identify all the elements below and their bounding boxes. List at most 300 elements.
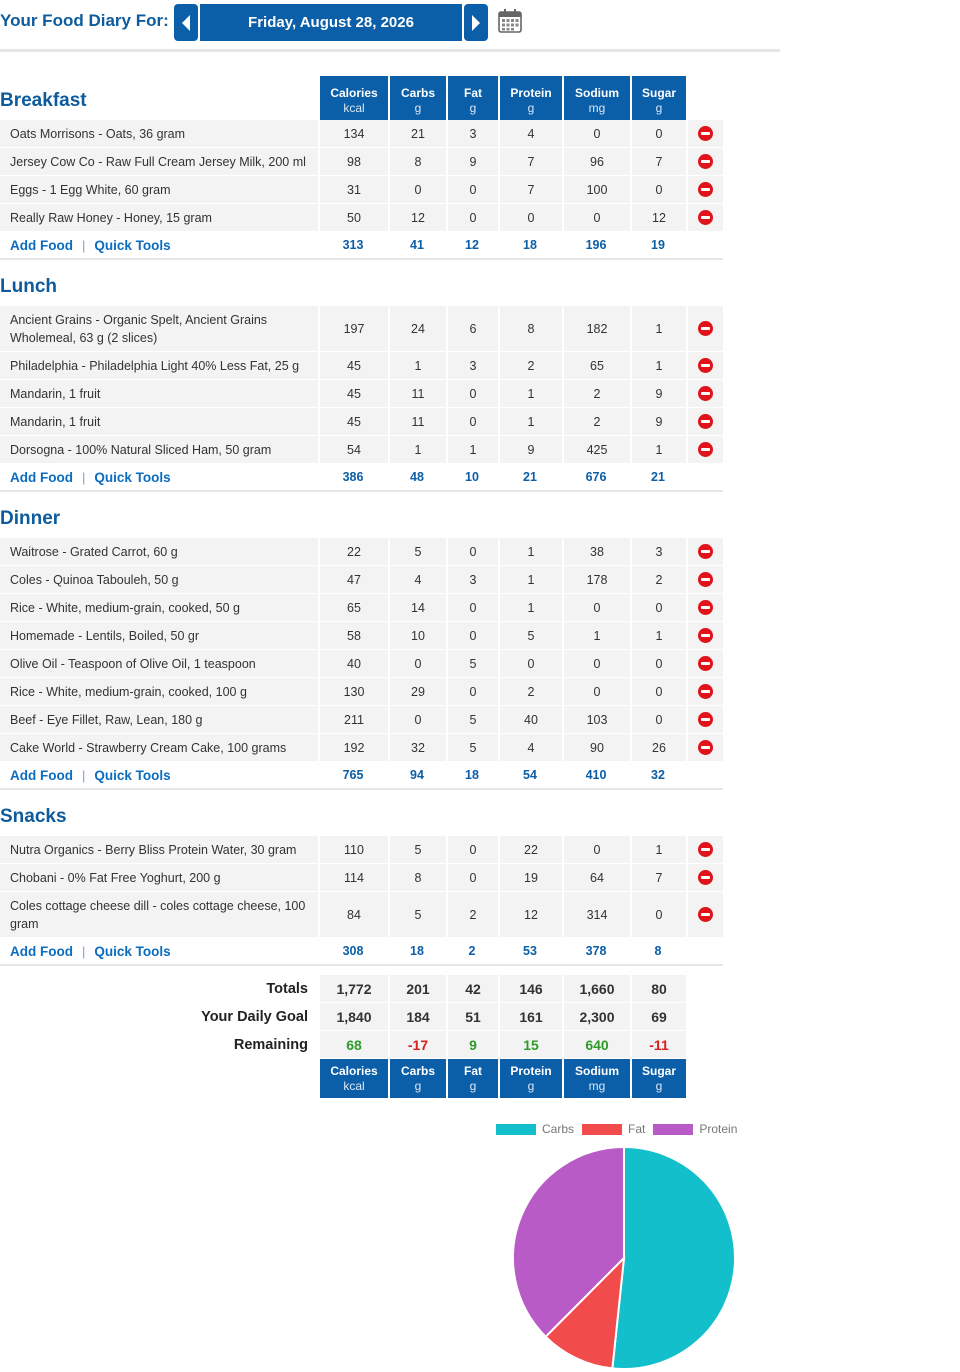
food-sodium-value: 100	[562, 176, 630, 204]
meal-total-carbs: 94	[388, 762, 446, 790]
page-title: Your Food Diary For:	[0, 11, 169, 30]
delete-cell	[686, 148, 723, 176]
food-fat-value: 3	[446, 120, 498, 148]
food-sugar-value: 9	[630, 408, 686, 436]
meal-total-carbs: 48	[388, 464, 446, 492]
food-sugar-value: 26	[630, 734, 686, 762]
summary-goal-protein: 161	[498, 1003, 562, 1031]
meal-total-row	[0, 762, 723, 790]
meal-total-calories: 308	[318, 938, 388, 966]
food-calories-value: 110	[318, 836, 388, 864]
quick-tools-link[interactable]: Quick Tools	[94, 469, 171, 485]
delete-icon[interactable]	[698, 656, 713, 671]
meal-title: Dinner	[0, 508, 61, 529]
pie-slice-carbs[interactable]	[612, 1147, 735, 1369]
food-name[interactable]: Ancient Grains - Organic Spelt, Ancient Grains Wholemeal, 63 g (2 slices)	[0, 306, 318, 352]
meal-total-sugar: 21	[630, 464, 686, 492]
food-name[interactable]: Jersey Cow Co - Raw Full Cream Jersey Milk, 200 ml	[0, 148, 318, 176]
food-name[interactable]: Coles - Quinoa Tabouleh, 50 g	[0, 566, 318, 594]
footer-header-fat	[446, 1059, 498, 1098]
food-protein-value: 5	[498, 622, 562, 650]
food-carbs-value: 5	[388, 836, 446, 864]
food-calories-value: 192	[318, 734, 388, 762]
quick-tools-link[interactable]: Quick Tools	[94, 767, 171, 783]
summary-remaining-calories: 68	[318, 1031, 388, 1059]
delete-icon[interactable]	[698, 442, 713, 457]
food-entry-row[interactable]	[0, 864, 723, 892]
delete-icon[interactable]	[698, 740, 713, 755]
daily-summary	[0, 975, 723, 1098]
food-carbs-value: 0	[388, 650, 446, 678]
food-name[interactable]: Coles cottage cheese dill - coles cottage cheese, 100 gram	[0, 892, 318, 938]
delete-icon[interactable]	[698, 210, 713, 225]
delete-cell	[686, 120, 723, 148]
summary-goal-sugar: 69	[630, 1003, 686, 1031]
food-calories-value: 84	[318, 892, 388, 938]
column-header-protein	[498, 76, 562, 120]
delete-cell	[686, 706, 723, 734]
header-spacer	[446, 790, 498, 836]
food-entry-row[interactable]	[0, 120, 723, 148]
column-unit: g	[527, 101, 535, 115]
food-fat-value: 0	[446, 380, 498, 408]
meal-title: Snacks	[0, 806, 67, 827]
footer-spacer	[0, 1059, 318, 1098]
quick-tools-link[interactable]: Quick Tools	[94, 943, 171, 959]
total-spacer	[686, 464, 723, 492]
food-calories-value: 22	[318, 538, 388, 566]
food-fat-value: 5	[446, 706, 498, 734]
meal-total-sodium: 378	[562, 938, 630, 966]
food-carbs-value: 8	[388, 148, 446, 176]
food-carbs-value: 11	[388, 380, 446, 408]
diary-header	[0, 0, 780, 52]
column-label: Fat	[464, 1064, 482, 1078]
add-food-link[interactable]: Add Food	[10, 943, 73, 959]
column-label: Fat	[464, 86, 482, 100]
food-entry-row[interactable]	[0, 678, 723, 706]
food-fat-value: 0	[446, 836, 498, 864]
summary-row-totals	[0, 975, 723, 1003]
food-fat-value: 5	[446, 650, 498, 678]
add-food-link[interactable]: Add Food	[10, 237, 73, 253]
food-fat-value: 0	[446, 538, 498, 566]
header-spacer	[562, 492, 630, 538]
delete-cell	[686, 594, 723, 622]
delete-cell	[686, 864, 723, 892]
summary-goal-fat: 51	[446, 1003, 498, 1031]
food-sodium-value: 425	[562, 436, 630, 464]
food-sodium-value: 0	[562, 594, 630, 622]
delete-cell	[686, 678, 723, 706]
header-spacer	[562, 260, 630, 306]
food-entry-row[interactable]	[0, 734, 723, 762]
summary-totals-sodium: 1,660	[562, 975, 630, 1003]
food-sugar-value: 0	[630, 706, 686, 734]
food-fat-value: 5	[446, 734, 498, 762]
summary-goal-sodium: 2,300	[562, 1003, 630, 1031]
delete-icon[interactable]	[698, 358, 713, 373]
food-calories-value: 58	[318, 622, 388, 650]
food-sodium-value: 64	[562, 864, 630, 892]
food-fat-value: 6	[446, 306, 498, 352]
food-entry-row[interactable]	[0, 148, 723, 176]
column-unit: g	[655, 1079, 663, 1093]
food-sodium-value: 0	[562, 120, 630, 148]
link-separator: |	[81, 943, 86, 959]
delete-icon[interactable]	[698, 600, 713, 615]
food-protein-value: 1	[498, 566, 562, 594]
meal-total-sugar: 19	[630, 232, 686, 260]
food-name[interactable]: Really Raw Honey - Honey, 15 gram	[0, 204, 318, 232]
meal-total-calories: 313	[318, 232, 388, 260]
delete-cell	[686, 734, 723, 762]
food-diary	[0, 76, 723, 966]
food-entry-row[interactable]	[0, 594, 723, 622]
food-calories-value: 134	[318, 120, 388, 148]
column-header-sodium	[562, 76, 630, 120]
food-calories-value: 197	[318, 306, 388, 352]
food-protein-value: 0	[498, 204, 562, 232]
food-entry-row[interactable]	[0, 836, 723, 864]
calendar-icon[interactable]	[497, 8, 523, 34]
header-spacer	[318, 492, 388, 538]
summary-label: Remaining	[233, 1037, 308, 1053]
footer-header-carbs	[388, 1059, 446, 1098]
chevron-left-icon[interactable]	[174, 4, 198, 41]
food-sugar-value: 12	[630, 204, 686, 232]
food-sodium-value: 2	[562, 408, 630, 436]
food-entry-row[interactable]	[0, 436, 723, 464]
legend-label: Fat	[628, 1122, 646, 1136]
food-protein-value: 40	[498, 706, 562, 734]
food-carbs-value: 8	[388, 864, 446, 892]
column-unit: mg	[588, 101, 606, 115]
delete-cell	[686, 892, 723, 938]
food-name[interactable]: Olive Oil - Teaspoon of Olive Oil, 1 teaspoon	[0, 650, 318, 678]
header-spacer	[388, 492, 446, 538]
meal-total-carbs: 18	[388, 938, 446, 966]
summary-table	[0, 975, 723, 1098]
food-carbs-value: 14	[388, 594, 446, 622]
food-sodium-value: 96	[562, 148, 630, 176]
delete-icon[interactable]	[698, 321, 713, 336]
food-carbs-value: 1	[388, 352, 446, 380]
food-carbs-value: 32	[388, 734, 446, 762]
summary-totals-protein: 146	[498, 975, 562, 1003]
delete-icon[interactable]	[698, 572, 713, 587]
meal-header-row	[0, 76, 723, 120]
header-spacer	[498, 790, 562, 836]
delete-cell	[686, 352, 723, 380]
meal-total-carbs: 41	[388, 232, 446, 260]
delete-cell	[686, 538, 723, 566]
food-protein-value: 9	[498, 436, 562, 464]
summary-totals-fat: 42	[446, 975, 498, 1003]
summary-spacer	[686, 1031, 723, 1059]
food-sugar-value: 1	[630, 352, 686, 380]
chevron-right-icon[interactable]	[464, 4, 488, 41]
meal-total-fat: 12	[446, 232, 498, 260]
food-name[interactable]: Mandarin, 1 fruit	[0, 380, 318, 408]
link-separator: |	[81, 767, 86, 783]
total-spacer	[686, 938, 723, 966]
food-entry-row[interactable]	[0, 650, 723, 678]
meal-total-sugar: 8	[630, 938, 686, 966]
food-name[interactable]: Homemade - Lentils, Boiled, 50 gr	[0, 622, 318, 650]
total-spacer	[686, 232, 723, 260]
meal-title: Lunch	[0, 276, 57, 297]
food-protein-value: 19	[498, 864, 562, 892]
food-entry-row[interactable]	[0, 408, 723, 436]
delete-cell	[686, 176, 723, 204]
date-navigator	[174, 4, 488, 41]
food-carbs-value: 0	[388, 706, 446, 734]
meal-total-calories: 765	[318, 762, 388, 790]
food-name[interactable]: Eggs - 1 Egg White, 60 gram	[0, 176, 318, 204]
food-calories-value: 54	[318, 436, 388, 464]
meal-links	[0, 232, 318, 260]
food-protein-value: 2	[498, 352, 562, 380]
quick-tools-link[interactable]: Quick Tools	[94, 237, 171, 253]
food-protein-value: 8	[498, 306, 562, 352]
summary-label: Your Daily Goal	[201, 1009, 308, 1025]
food-sugar-value: 0	[630, 120, 686, 148]
header-spacer	[686, 492, 723, 538]
food-carbs-value: 29	[388, 678, 446, 706]
food-sodium-value: 65	[562, 352, 630, 380]
food-protein-value: 1	[498, 408, 562, 436]
food-carbs-value: 12	[388, 204, 446, 232]
food-entry-row[interactable]	[0, 622, 723, 650]
delete-icon[interactable]	[698, 414, 713, 429]
summary-spacer	[686, 1003, 723, 1031]
food-name[interactable]: Nutra Organics - Berry Bliss Protein Water, 30 gram	[0, 836, 318, 864]
summary-row-remaining	[0, 1031, 723, 1059]
diary-table	[0, 76, 723, 966]
delete-icon[interactable]	[698, 907, 713, 922]
food-entry-row[interactable]	[0, 538, 723, 566]
meal-total-sodium: 196	[562, 232, 630, 260]
delete-icon[interactable]	[698, 126, 713, 141]
food-carbs-value: 5	[388, 538, 446, 566]
food-protein-value: 2	[498, 678, 562, 706]
food-entry-row[interactable]	[0, 176, 723, 204]
food-carbs-value: 5	[388, 892, 446, 938]
food-protein-value: 0	[498, 650, 562, 678]
column-label: Calories	[330, 86, 378, 100]
food-name[interactable]: Philadelphia - Philadelphia Light 40% Less Fat, 25 g	[0, 352, 318, 380]
header-spacer	[630, 492, 686, 538]
food-entry-row[interactable]	[0, 380, 723, 408]
column-unit: kcal	[343, 101, 365, 115]
column-unit: kcal	[343, 1079, 365, 1093]
delete-icon[interactable]	[698, 182, 713, 197]
food-sugar-value: 2	[630, 566, 686, 594]
column-unit: g	[414, 101, 422, 115]
food-name[interactable]: Beef - Eye Fillet, Raw, Lean, 180 g	[0, 706, 318, 734]
food-sugar-value: 1	[630, 836, 686, 864]
food-fat-value: 0	[446, 678, 498, 706]
column-header-sugar	[630, 76, 686, 120]
food-calories-value: 114	[318, 864, 388, 892]
food-sugar-value: 1	[630, 306, 686, 352]
food-carbs-value: 4	[388, 566, 446, 594]
delete-icon[interactable]	[698, 154, 713, 169]
meal-links	[0, 762, 318, 790]
meal-total-sugar: 32	[630, 762, 686, 790]
delete-icon[interactable]	[698, 386, 713, 401]
legend-label: Protein	[699, 1122, 738, 1136]
link-separator: |	[81, 469, 86, 485]
footer-header-sugar	[630, 1059, 686, 1098]
column-label: Carbs	[400, 86, 435, 100]
food-calories-value: 45	[318, 352, 388, 380]
food-calories-value: 31	[318, 176, 388, 204]
food-name[interactable]: Chobani - 0% Fat Free Yoghurt, 200 g	[0, 864, 318, 892]
delete-icon[interactable]	[698, 684, 713, 699]
summary-remaining-carbs: -17	[388, 1031, 446, 1059]
header-spacer	[498, 492, 562, 538]
food-carbs-value: 24	[388, 306, 446, 352]
food-protein-value: 4	[498, 734, 562, 762]
delete-icon[interactable]	[698, 544, 713, 559]
summary-goal-carbs: 184	[388, 1003, 446, 1031]
column-unit: g	[469, 101, 477, 115]
current-date: Friday, August 28, 2026	[200, 4, 462, 41]
summary-row-goal	[0, 1003, 723, 1031]
food-carbs-value: 1	[388, 436, 446, 464]
delete-icon[interactable]	[698, 870, 713, 885]
meal-total-fat: 10	[446, 464, 498, 492]
food-sugar-value: 7	[630, 864, 686, 892]
food-name[interactable]: Cake World - Strawberry Cream Cake, 100 grams	[0, 734, 318, 762]
meal-total-row	[0, 938, 723, 966]
food-name[interactable]: Rice - White, medium-grain, cooked, 50 g	[0, 594, 318, 622]
header-spacer	[630, 790, 686, 836]
food-sugar-value: 3	[630, 538, 686, 566]
food-calories-value: 98	[318, 148, 388, 176]
food-sugar-value: 0	[630, 678, 686, 706]
food-calories-value: 45	[318, 380, 388, 408]
food-sugar-value: 0	[630, 650, 686, 678]
summary-totals-calories: 1,772	[318, 975, 388, 1003]
food-name[interactable]: Mandarin, 1 fruit	[0, 408, 318, 436]
header-spacer	[686, 790, 723, 836]
meal-total-protein: 18	[498, 232, 562, 260]
header-spacer	[686, 76, 723, 120]
add-food-link[interactable]: Add Food	[10, 469, 73, 485]
food-fat-value: 3	[446, 566, 498, 594]
summary-footer-row	[0, 1059, 723, 1098]
footer-header-calories	[318, 1059, 388, 1098]
legend-label: Carbs	[542, 1122, 575, 1136]
total-spacer	[686, 762, 723, 790]
food-protein-value: 7	[498, 176, 562, 204]
meal-header-row	[0, 790, 723, 836]
food-fat-value: 9	[446, 148, 498, 176]
food-name[interactable]: Dorsogna - 100% Natural Sliced Ham, 50 gram	[0, 436, 318, 464]
delete-cell	[686, 566, 723, 594]
food-fat-value: 0	[446, 594, 498, 622]
column-label: Carbs	[400, 1064, 435, 1078]
food-name[interactable]: Rice - White, medium-grain, cooked, 100 g	[0, 678, 318, 706]
food-calories-value: 50	[318, 204, 388, 232]
summary-totals-carbs: 201	[388, 975, 446, 1003]
summary-remaining-protein: 15	[498, 1031, 562, 1059]
food-fat-value: 0	[446, 408, 498, 436]
link-separator: |	[81, 237, 86, 253]
food-fat-value: 0	[446, 864, 498, 892]
header-spacer	[318, 790, 388, 836]
delete-cell	[686, 380, 723, 408]
food-protein-value: 1	[498, 594, 562, 622]
food-entry-row[interactable]	[0, 352, 723, 380]
summary-goal-calories: 1,840	[318, 1003, 388, 1031]
food-name[interactable]: Waitrose - Grated Carrot, 60 g	[0, 538, 318, 566]
food-sugar-value: 1	[630, 622, 686, 650]
summary-remaining-fat: 9	[446, 1031, 498, 1059]
food-fat-value: 0	[446, 622, 498, 650]
food-entry-row[interactable]	[0, 892, 723, 938]
column-header-carbs	[388, 76, 446, 120]
food-entry-row[interactable]	[0, 706, 723, 734]
delete-icon[interactable]	[698, 628, 713, 643]
food-fat-value: 1	[446, 436, 498, 464]
food-name[interactable]: Oats Morrisons - Oats, 36 gram	[0, 120, 318, 148]
meal-total-row	[0, 232, 723, 260]
food-carbs-value: 10	[388, 622, 446, 650]
food-entry-row[interactable]	[0, 306, 723, 352]
column-label: Protein	[510, 86, 552, 100]
delete-icon[interactable]	[698, 842, 713, 857]
food-sodium-value: 2	[562, 380, 630, 408]
food-carbs-value: 21	[388, 120, 446, 148]
meal-total-sodium: 676	[562, 464, 630, 492]
column-label: Sodium	[575, 86, 619, 100]
food-sodium-value: 0	[562, 678, 630, 706]
column-unit: g	[414, 1079, 422, 1093]
footer-header-sodium	[562, 1059, 630, 1098]
meal-header-row	[0, 492, 723, 538]
meal-header-row	[0, 260, 723, 306]
food-sugar-value: 0	[630, 594, 686, 622]
delete-cell	[686, 204, 723, 232]
column-header-calories	[318, 76, 388, 120]
food-entry-row[interactable]	[0, 566, 723, 594]
column-unit: mg	[588, 1079, 606, 1093]
summary-totals-sugar: 80	[630, 975, 686, 1003]
header-spacer	[446, 260, 498, 306]
food-calories-value: 45	[318, 408, 388, 436]
food-protein-value: 4	[498, 120, 562, 148]
delete-cell	[686, 622, 723, 650]
delete-cell	[686, 650, 723, 678]
food-calories-value: 65	[318, 594, 388, 622]
food-fat-value: 0	[446, 176, 498, 204]
food-sodium-value: 314	[562, 892, 630, 938]
add-food-link[interactable]: Add Food	[10, 767, 73, 783]
food-entry-row[interactable]	[0, 204, 723, 232]
food-carbs-value: 11	[388, 408, 446, 436]
column-unit: g	[655, 101, 663, 115]
delete-icon[interactable]	[698, 712, 713, 727]
food-sodium-value: 1	[562, 622, 630, 650]
header-spacer	[686, 260, 723, 306]
column-header-fat	[446, 76, 498, 120]
footer-spacer	[686, 1059, 723, 1098]
food-calories-value: 40	[318, 650, 388, 678]
